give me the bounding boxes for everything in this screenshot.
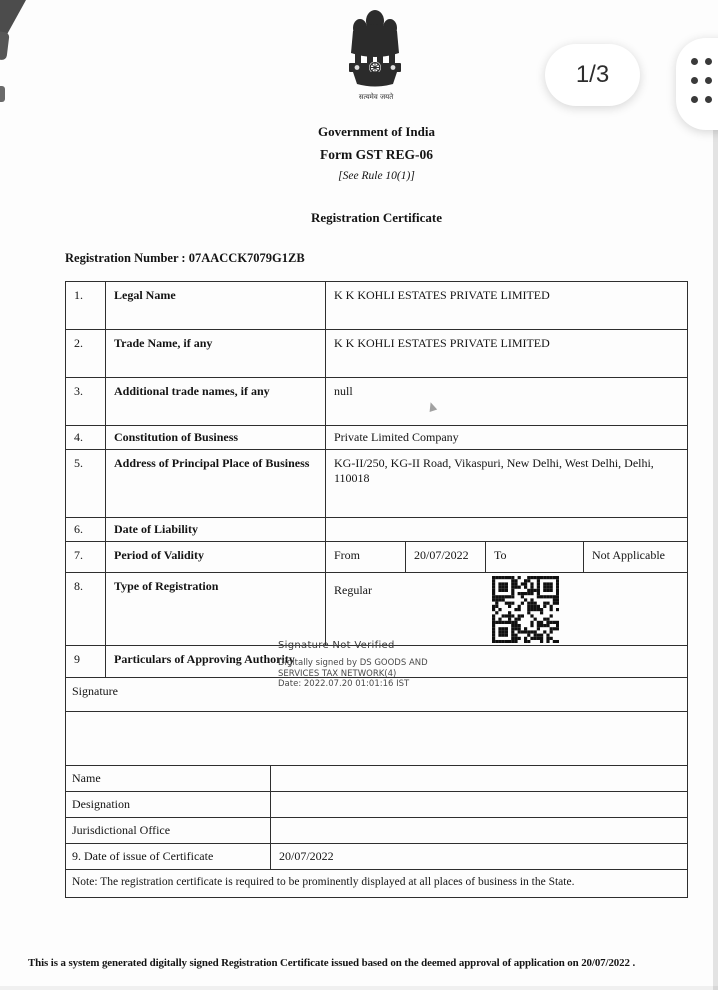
- table-row-date-of-issue: [66, 844, 687, 870]
- row-label: Particulars of Approving Authority: [114, 652, 295, 666]
- row-value: [271, 792, 687, 817]
- row-number: 7.: [66, 542, 106, 572]
- row-label: Period of Validity: [106, 542, 326, 572]
- validity-from-value: 20/07/2022: [406, 542, 486, 572]
- row-value: [271, 766, 687, 791]
- validity-from-label: From: [326, 542, 406, 572]
- row-value: KG-II/250, KG-II Road, Vikaspuri, New Delhi, West Delhi, Delhi, 110018: [334, 456, 654, 485]
- row-label: 9. Date of issue of Certificate: [66, 844, 271, 869]
- system-generated-note: This is a system generated digitally signed Registration Certificate issued based on the deemed approval of application on 20/07/2022 .: [28, 957, 636, 969]
- table-row-address: [66, 450, 687, 518]
- government-title: Government of India: [318, 124, 435, 139]
- qr-code: [492, 576, 559, 643]
- table-row-trade-name: [66, 330, 687, 378]
- scan-artifact-edge: [0, 986, 718, 990]
- emblem-motto: सत्यमेव जयते: [358, 93, 394, 101]
- row-label: Type of Registration: [106, 573, 326, 645]
- row-label: Date of Liability: [106, 518, 326, 541]
- row-value: null: [334, 384, 353, 398]
- table-row-name: [66, 766, 687, 792]
- signature-date-text: Date: 2022.07.20 01:01:16 IST: [278, 679, 410, 689]
- scan-artifact-edge: [0, 86, 5, 102]
- signature-not-verified-text: Signature Not Verified: [278, 640, 395, 651]
- signature-label: Signature: [72, 684, 118, 698]
- row-label: Designation: [66, 792, 271, 817]
- row-value: 20/07/2022: [279, 849, 334, 863]
- registration-number-value: 07AACCK7079G1ZB: [188, 251, 305, 265]
- row-value: [271, 818, 687, 843]
- row-label: Address of Principal Place of Business: [106, 450, 326, 517]
- table-row-note: [66, 870, 687, 897]
- validity-to-label: To: [486, 542, 584, 572]
- table-row-constitution: [66, 426, 687, 450]
- row-value: Private Limited Company: [334, 430, 459, 444]
- scan-artifact-edge: [713, 128, 718, 990]
- row-number: 4.: [66, 426, 106, 449]
- row-value: [326, 518, 687, 541]
- registration-type-value: Regular: [334, 583, 372, 597]
- validity-to-value: Not Applicable: [592, 548, 665, 562]
- row-label: Trade Name, if any: [106, 330, 326, 377]
- table-row-jurisdictional-office: [66, 818, 687, 844]
- table-row-additional-trade-names: [66, 378, 687, 426]
- certificate-title: Registration Certificate: [310, 210, 443, 225]
- row-value: K K KOHLI ESTATES PRIVATE LIMITED: [334, 336, 550, 350]
- row-number: 1.: [66, 282, 106, 329]
- signer-name-text: SERVICES TAX NETWORK(4): [278, 668, 397, 679]
- row-number: 2.: [66, 330, 106, 377]
- digitally-signed-by-text: Digitally signed by DS GOODS AND: [278, 658, 428, 668]
- grid-menu-icon[interactable]: [691, 58, 718, 103]
- table-row-type-of-registration: [66, 573, 687, 646]
- table-row-legal-name: [66, 282, 687, 330]
- registration-number-label: Registration Number :: [65, 251, 186, 265]
- row-label: Constitution of Business: [106, 426, 326, 449]
- digital-signature-stamp: [278, 640, 518, 690]
- rule-reference: [See Rule 10(1)]: [338, 170, 415, 182]
- page-indicator: [545, 44, 640, 106]
- row-number: 6.: [66, 518, 106, 541]
- row-number: 5.: [66, 450, 106, 517]
- row-label: Legal Name: [106, 282, 326, 329]
- row-number: 8.: [66, 573, 106, 645]
- table-row-designation: [66, 792, 687, 818]
- scan-artifact-edge: [0, 31, 10, 60]
- row-label: Name: [66, 766, 271, 791]
- row-label: Additional trade names, if any: [106, 378, 326, 425]
- row-value: K K KOHLI ESTATES PRIVATE LIMITED: [334, 288, 550, 302]
- page-indicator-label: 1/3: [575, 61, 610, 88]
- row-value: [326, 573, 687, 645]
- registration-number-line: [65, 251, 305, 266]
- row-number: 9: [66, 646, 106, 677]
- table-row-period-of-validity: [66, 542, 687, 573]
- row-number: 3.: [66, 378, 106, 425]
- table-row-date-of-liability: [66, 518, 687, 542]
- row-label: Jurisdictional Office: [66, 818, 271, 843]
- certificate-table: [65, 281, 688, 898]
- table-row-blank: [66, 712, 687, 766]
- form-title: Form GST REG-06: [319, 147, 433, 162]
- note-text: Note: The registration certificate is required to be prominently displayed at all places of business in the State.: [72, 876, 575, 888]
- india-emblem-icon: [343, 8, 407, 97]
